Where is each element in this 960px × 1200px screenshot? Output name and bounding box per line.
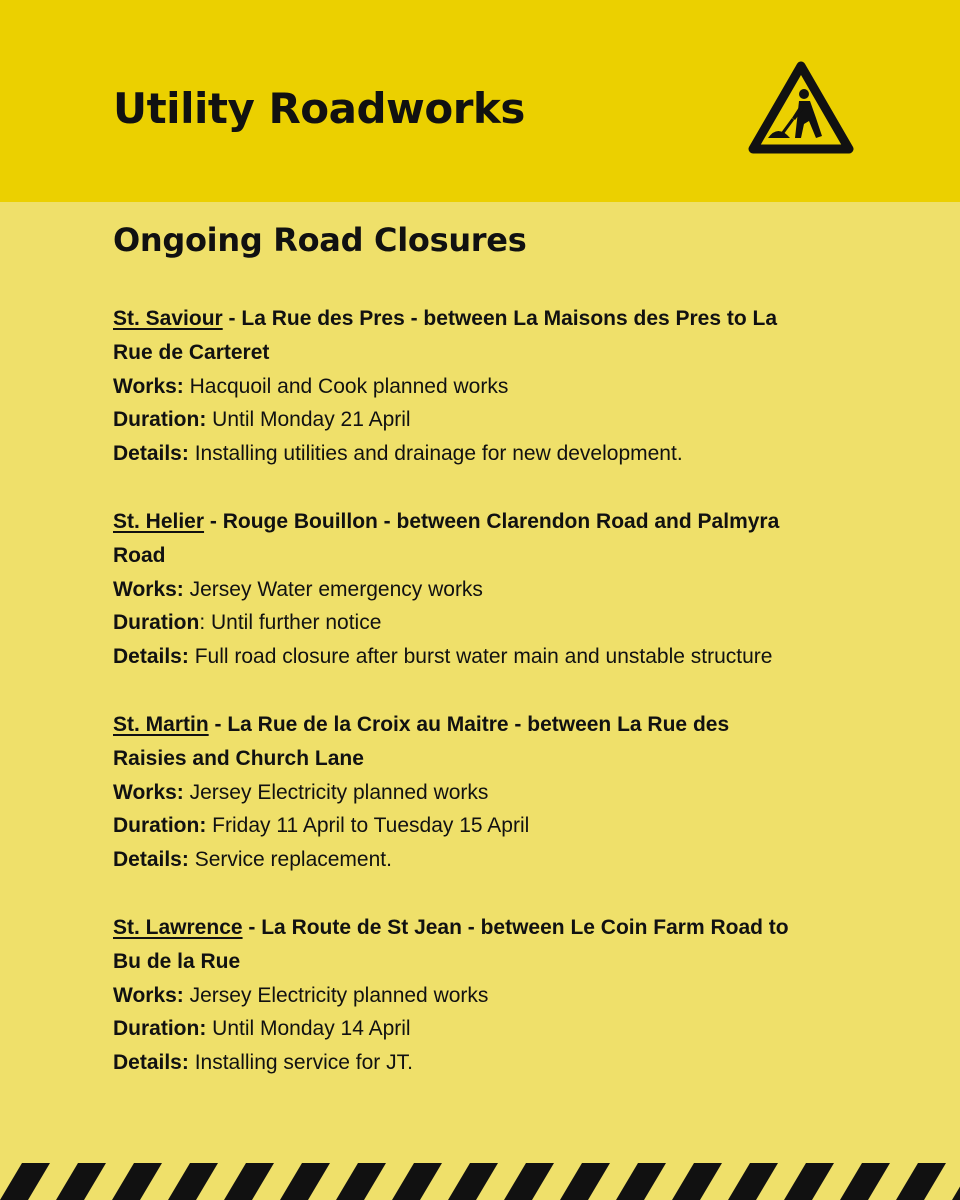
details-line xyxy=(113,437,903,471)
duration-line xyxy=(113,1012,903,1046)
works-value: Jersey Electricity planned works xyxy=(183,780,489,804)
location-continued: Bu de la Rue xyxy=(113,949,241,973)
details-label: Details: xyxy=(113,1051,189,1075)
closure-location xyxy=(113,302,903,336)
works-label: Works: xyxy=(113,577,184,601)
details-label: Details: xyxy=(113,645,189,669)
parish-name: St. Lawrence xyxy=(113,915,243,939)
duration-line xyxy=(113,403,903,437)
location-continued: Raisies and Church Lane xyxy=(113,746,364,770)
closure-item xyxy=(113,302,903,471)
location-continued: Road xyxy=(113,543,166,567)
details-value: Installing utilities and drainage for new development. xyxy=(188,442,683,466)
closure-item xyxy=(113,911,903,1080)
parish-name: St. Helier xyxy=(113,509,205,533)
hazard-stripe xyxy=(0,1163,960,1200)
closure-item xyxy=(113,708,903,877)
details-value: Installing service for JT. xyxy=(188,1051,413,1075)
works-label: Works: xyxy=(113,374,184,398)
duration-label: Duration: xyxy=(113,814,207,838)
works-value: Jersey Electricity planned works xyxy=(183,983,489,1007)
location-text: - La Rue de la Croix au Maitre - between La Rue des xyxy=(208,712,730,736)
location-text: - Rouge Bouillon - between Clarendon Road and Palmyra xyxy=(204,509,780,533)
duration-label: Duration xyxy=(113,611,200,635)
details-value: Full road closure after burst water main and unstable structure xyxy=(188,645,773,669)
parish-name: St. Martin xyxy=(113,712,209,736)
location-text: - La Route de St Jean - between Le Coin Farm Road to xyxy=(242,915,789,939)
details-line xyxy=(113,843,903,877)
closure-location xyxy=(113,708,903,742)
page-title: Utility Roadworks xyxy=(113,84,525,133)
parish-name: St. Saviour xyxy=(113,307,223,330)
works-label: Works: xyxy=(113,983,184,1007)
details-line xyxy=(113,640,903,674)
duration-label: Duration: xyxy=(113,408,207,432)
closure-location xyxy=(113,911,903,945)
works-line xyxy=(113,979,903,1013)
works-line xyxy=(113,370,903,404)
duration-value: Until Monday 14 April xyxy=(206,1017,411,1041)
duration-line xyxy=(113,809,903,843)
works-line xyxy=(113,573,903,607)
roadworks-sign-icon xyxy=(746,58,856,158)
works-value: Jersey Water emergency works xyxy=(183,577,483,601)
works-line xyxy=(113,776,903,810)
closures-list xyxy=(113,302,903,1114)
duration-value: : Until further notice xyxy=(199,611,382,635)
duration-line xyxy=(113,606,903,640)
works-label: Works: xyxy=(113,780,184,804)
duration-label: Duration: xyxy=(113,1017,207,1041)
details-label: Details: xyxy=(113,848,189,872)
closure-item xyxy=(113,505,903,674)
duration-value: Until Monday 21 April xyxy=(206,408,411,432)
location-continued: Rue de Carteret xyxy=(113,340,270,364)
section-title: Ongoing Road Closures xyxy=(113,221,527,259)
closure-location xyxy=(113,505,903,539)
details-label: Details: xyxy=(113,442,189,466)
location-text: - La Rue des Pres - between La Maisons des Pres to La xyxy=(222,307,778,330)
details-value: Service replacement. xyxy=(188,848,392,872)
works-value: Hacquoil and Cook planned works xyxy=(183,374,509,398)
duration-value: Friday 11 April to Tuesday 15 April xyxy=(206,814,530,838)
details-line xyxy=(113,1046,903,1080)
header-banner xyxy=(0,0,960,202)
